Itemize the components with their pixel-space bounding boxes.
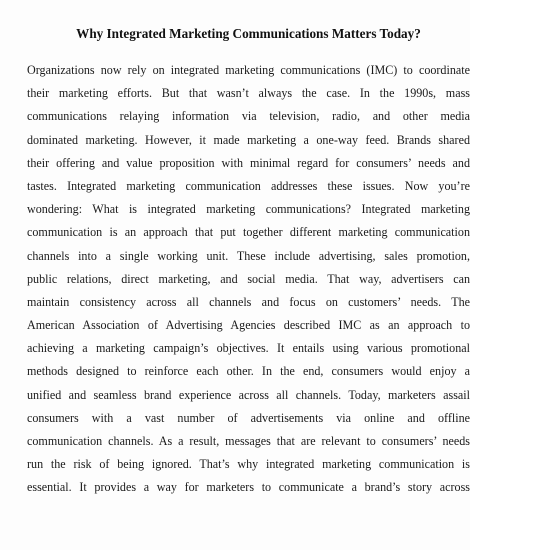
body-line: achieving a marketing campaign’s objectives. It entails using various promotional [27,341,470,356]
body-line: methods designed to reinforce each other. In the end, consumers would enjoy a [27,364,470,379]
body-line: their marketing efforts. But that wasn’t always the case. In the 1990s, mass [27,86,470,101]
document-title: Why Integrated Marketing Communications Matters Today? [76,26,421,41]
document-body [27,59,470,500]
body-line: run the risk of being ignored. That’s why integrated marketing communication is [27,457,470,472]
body-line: unified and seamless brand experience across all channels. Today, marketers assail [27,387,470,402]
body-line: maintain consistency across all channels and focus on customers’ needs. The [27,294,470,309]
body-line: channels into a single working unit. These include advertising, sales promotion, [27,248,470,263]
body-line: tastes. Integrated marketing communication addresses these issues. Now you’re [27,178,470,193]
body-line: wondering: What is integrated marketing communications? Integrated marketing [27,202,470,217]
body-line: dominated marketing. However, it made marketing a one-way feed. Brands shared [27,132,470,147]
body-line: communications relaying information via television, radio, and other media [27,109,470,124]
body-line: communication is an approach that put together different marketing communication [27,225,470,240]
body-line: Organizations now rely on integrated marketing communications (IMC) to coordinate [27,63,470,77]
body-line: their offering and value proposition with minimal regard for consumers’ needs and [27,155,470,170]
body-line: consumers with a vast number of advertisements via online and offline [27,410,470,425]
body-line: American Association of Advertising Agencies described IMC as an approach to [27,318,470,333]
body-line: public relations, direct marketing, and social media. That way, advertisers can [27,271,470,286]
body-line: essential. It provides a way for marketers to communicate a brand’s story across [27,480,470,495]
body-line: communication channels. As a result, messages that are relevant to consumers’ needs [27,434,470,448]
